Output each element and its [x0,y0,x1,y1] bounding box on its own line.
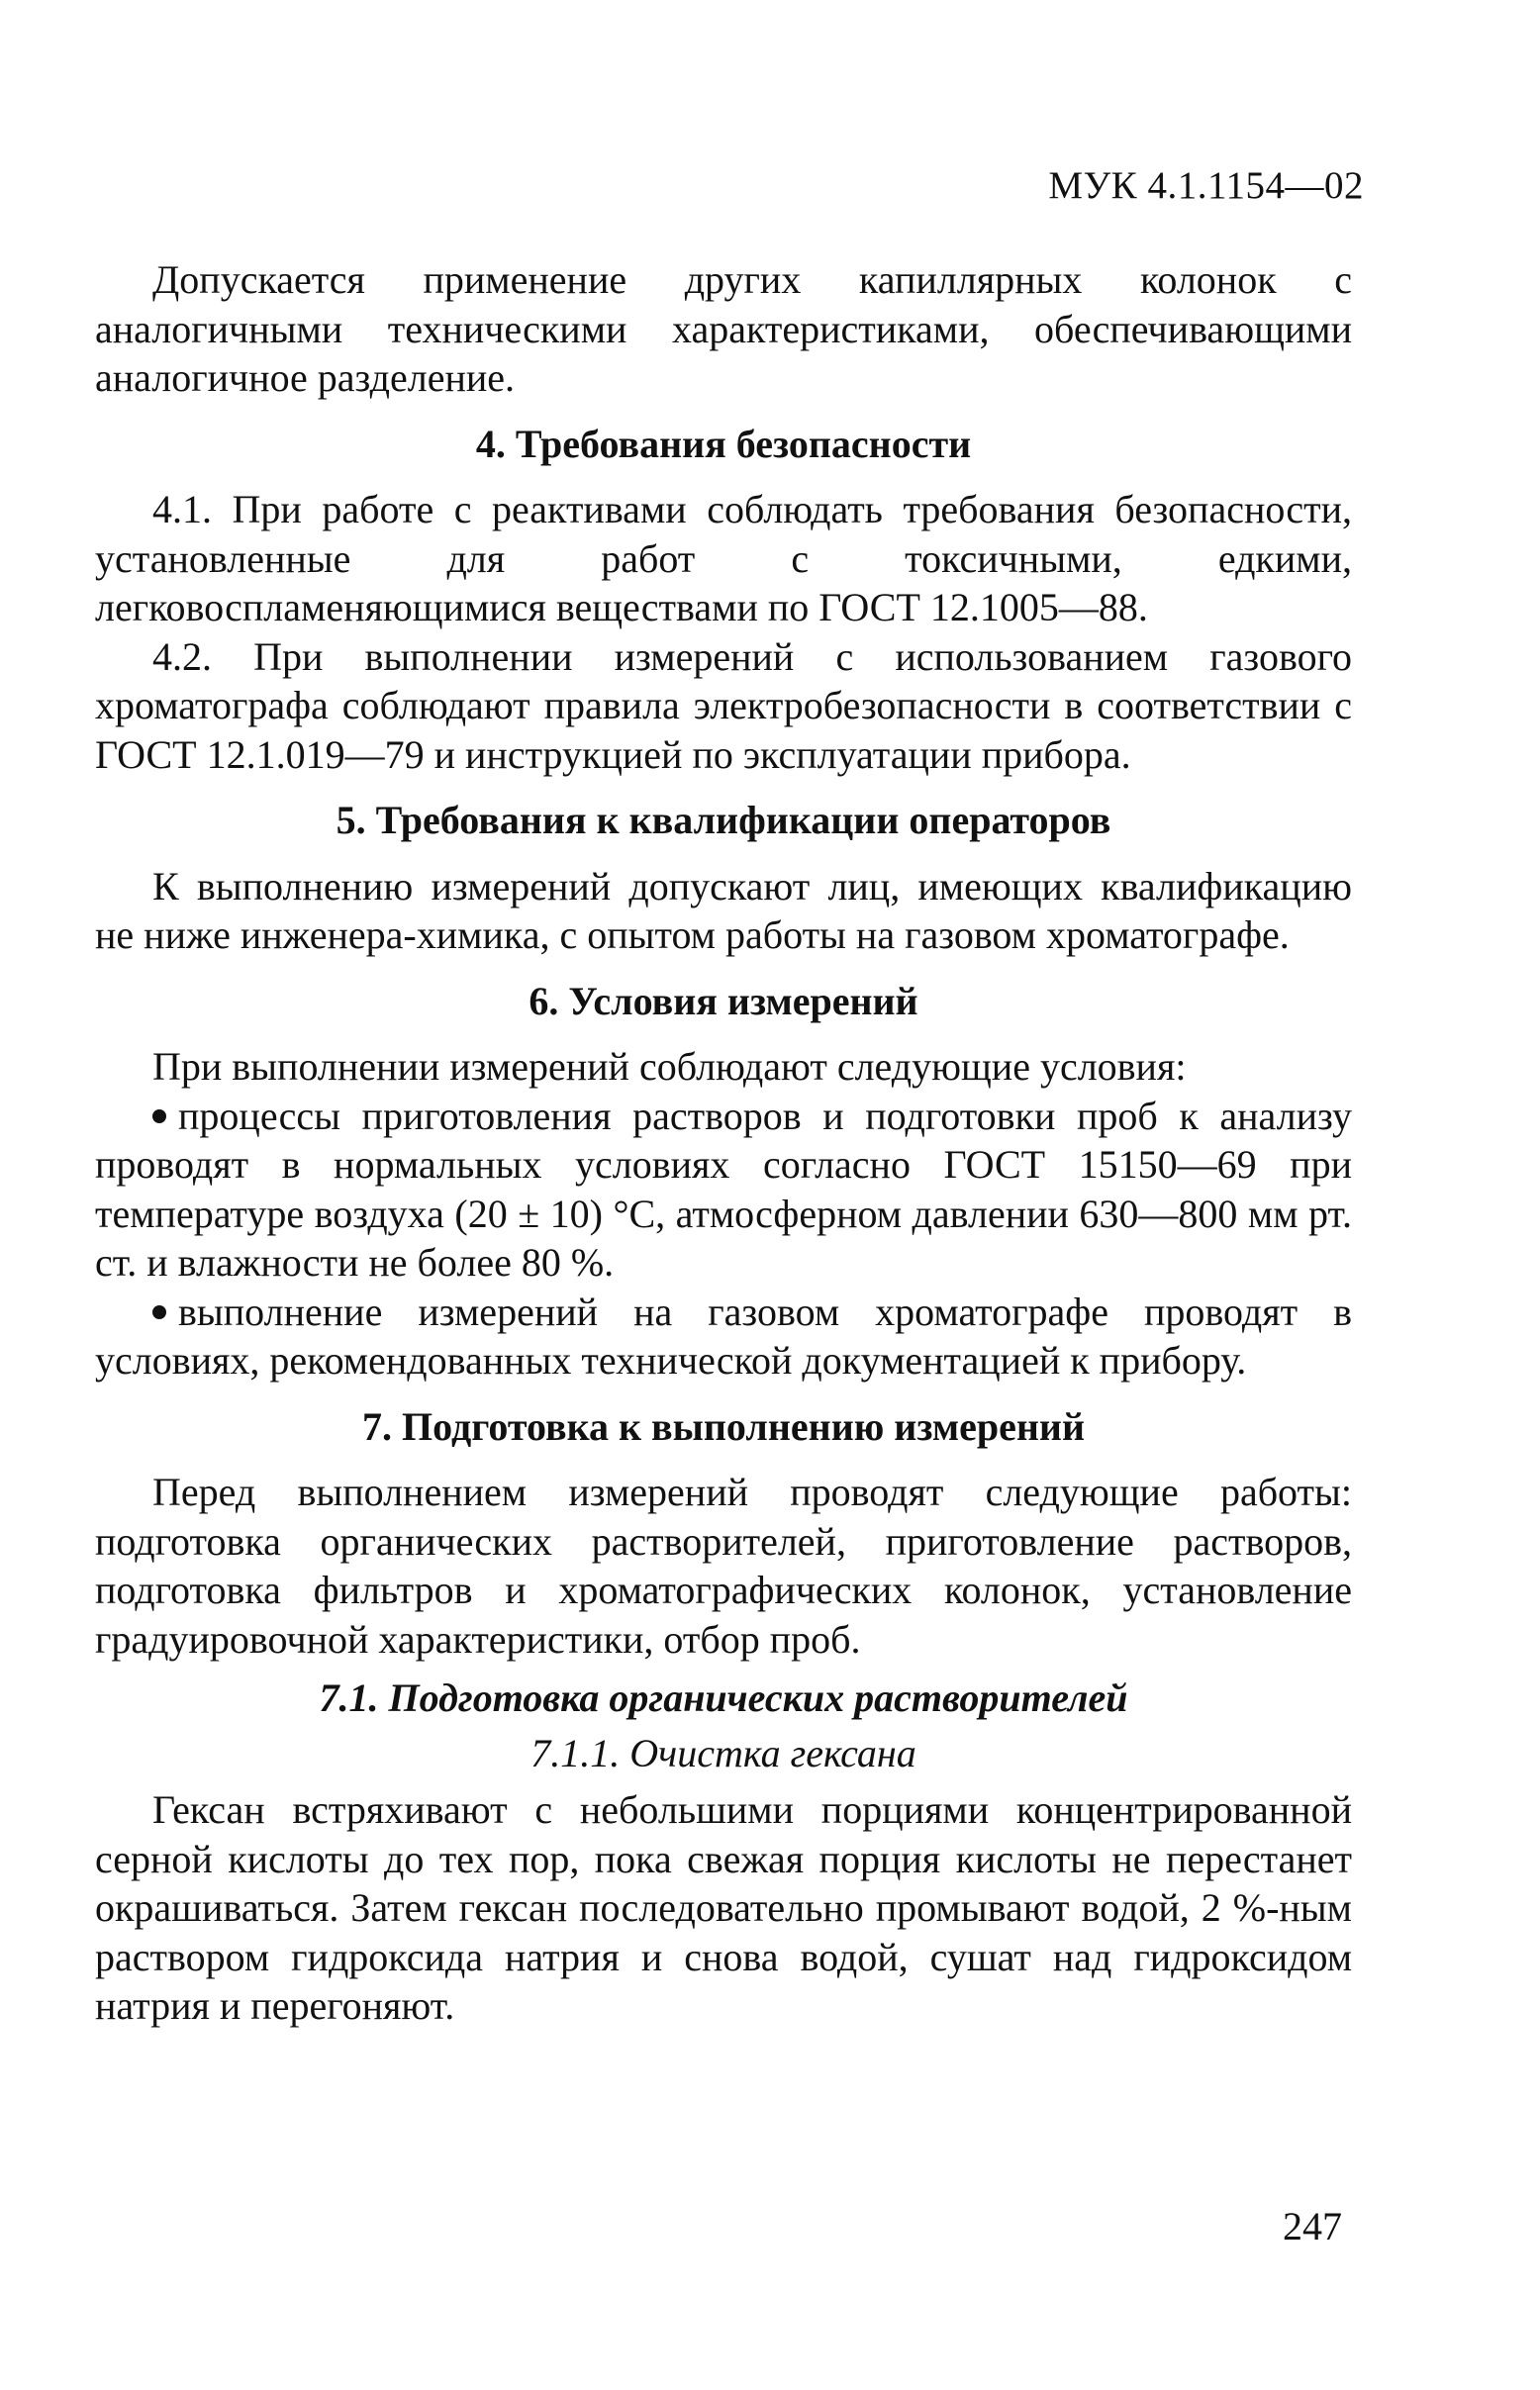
section-6-heading: 6. Условия измерений [529,978,918,1023]
section-5-paragraph: К выполнению измерений допускают лиц, имеющих квалификацию не ниже инженера-химика, с опытом работы на газовом хроматографе. [95,863,1352,957]
bullet-text: процессы приготовления растворов и подготовки проб к анализу проводят в нормальных условиях согласно ГОСТ 15150—69 при температуре воздуха (20 ± 10) °С, атмосферном давлении 630—800 мм рт. ст. и влажности не более 80 %. [95,1093,1352,1285]
section-7-paragraph: Перед выполнением измерений проводят следующие работы: подготовка органических растворителей, приготовление растворов, подготовка фильтров и хроматографических колонок, установление градуировочной характеристики, отбор проб. [95,1470,1352,1662]
section-7-1-1-paragraph: Гексан встряхивают с небольшими порциями концентрированной серной кислоты до тех пор, пока свежая порция кислоты не перестанет окрашиваться. Затем гексан последовательно промывают водой, 2 %-ным раствором гидроксида натрия и снова водой, сушат над гидроксидом натрия и перегоняют. [95,1787,1352,2028]
section-5-heading: 5. Требования к квалификации операторов [336,798,1111,842]
bullet-list-item [95,1092,1352,1288]
document-body [95,255,1352,2031]
intro-paragraph: Допускается применение других капиллярных колонок с аналогичными техническими характеристиками, обеспечивающими аналогичное разделение. [95,257,1352,400]
page-number: 247 [1283,2204,1342,2248]
bullet-icon [152,1305,166,1319]
section-4-1-paragraph: 4.1. При работе с реактивами соблюдать требования безопасности, установленные для работ с токсичными, едкими, легковоспламеняющимися веществами по ГОСТ 12.1005—88. [95,487,1352,629]
section-4-heading: 4. Требования безопасности [475,421,972,466]
bullet-icon [152,1109,166,1123]
section-4-2-paragraph: 4.2. При выполнении измерений с использованием газового хроматографа соблюдают правила электробезопасности в соответствии с ГОСТ 12.1.019—79 и инструкцией по эксплуатации прибора. [95,633,1352,777]
bullet-list-item [95,1288,1352,1386]
document-code: МУК 4.1.1154—02 [1048,164,1364,207]
section-7-1-heading: 7.1. Подготовка органических растворителей [319,1675,1128,1720]
section-7-1-1-heading: 7.1.1. Очистка гексана [530,1730,916,1775]
section-6-intro: При выполнении измерений соблюдают следующие условия: [152,1044,1187,1089]
bullet-text: выполнение измерений на газовом хроматографе проводят в условиях, рекомендованных технической документацией к прибору. [95,1289,1352,1383]
section-7-heading: 7. Подготовка к выполнению измерений [362,1403,1085,1449]
